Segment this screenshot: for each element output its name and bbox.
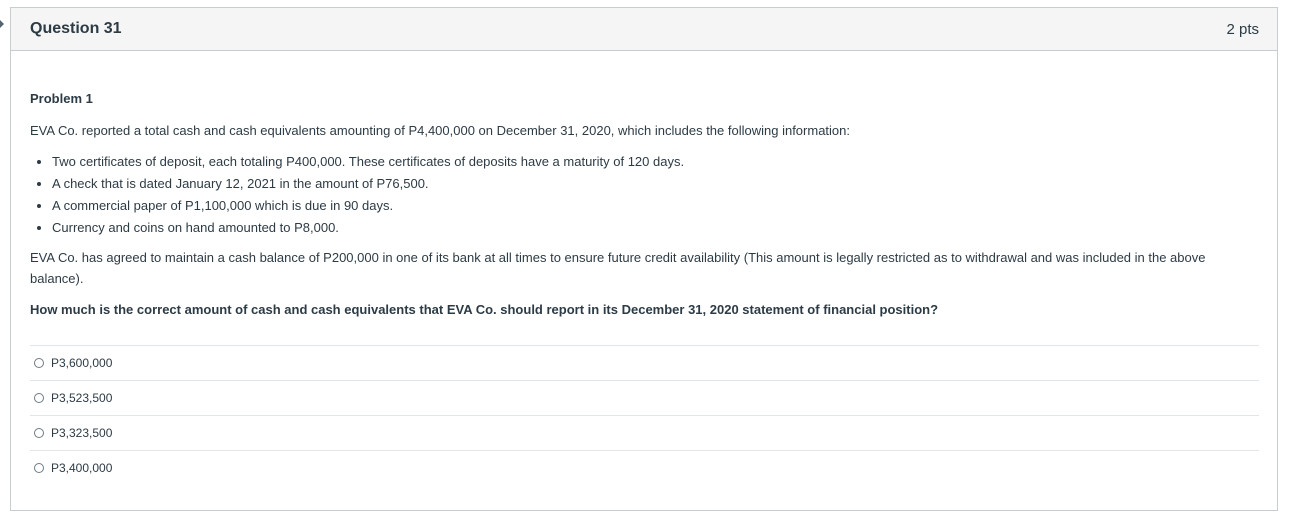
info-list — [30, 151, 1259, 239]
answer-option-1[interactable] — [30, 346, 1259, 381]
list-item: • A commercial paper of P1,100,000 which is due in 90 days. — [52, 195, 1259, 217]
question-body — [11, 89, 1277, 485]
question-points: 2 pts — [1226, 20, 1259, 38]
answer-label: P3,323,500 — [51, 426, 113, 440]
answer-label: P3,523,500 — [51, 391, 113, 405]
question-header — [11, 8, 1277, 51]
intro-text: EVA Co. reported a total cash and cash equivalents amounting of P4,400,000 on December 31, 2020, which includes the following information: — [30, 123, 850, 138]
radio-button[interactable] — [34, 463, 44, 473]
radio-button[interactable] — [34, 393, 44, 403]
radio-button[interactable] — [34, 358, 44, 368]
restriction-paragraph: EVA Co. has agreed to maintain a cash balance of P200,000 in one of its bank at all times to ensure future credit availability (This amount is legally restricted as to withdrawal and was included in the above balance). — [30, 250, 1206, 286]
list-item: • Currency and coins on hand amounted to P8,000. — [52, 217, 1259, 239]
problem-title: Problem 1 — [30, 91, 93, 106]
answer-label: P3,600,000 — [51, 356, 113, 370]
question-prompt: How much is the correct amount of cash and cash equivalents that EVA Co. should report in its December 31, 2020 statement of financial position? — [30, 302, 939, 317]
answer-label: P3,400,000 — [51, 461, 113, 475]
question-card — [10, 7, 1278, 511]
list-item: • Two certificates of deposit, each totaling P400,000. These certificates of deposits have a maturity of 120 days. — [52, 151, 1259, 173]
question-title: Question 31 — [30, 20, 122, 37]
answer-list — [30, 345, 1259, 485]
answer-option-2[interactable] — [30, 381, 1259, 416]
radio-button[interactable] — [34, 428, 44, 438]
answer-option-3[interactable] — [30, 416, 1259, 451]
answer-option-4[interactable] — [30, 451, 1259, 485]
list-item: • A check that is dated January 12, 2021 in the amount of P76,500. — [52, 173, 1259, 195]
collapse-arrow-icon[interactable] — [0, 20, 4, 28]
